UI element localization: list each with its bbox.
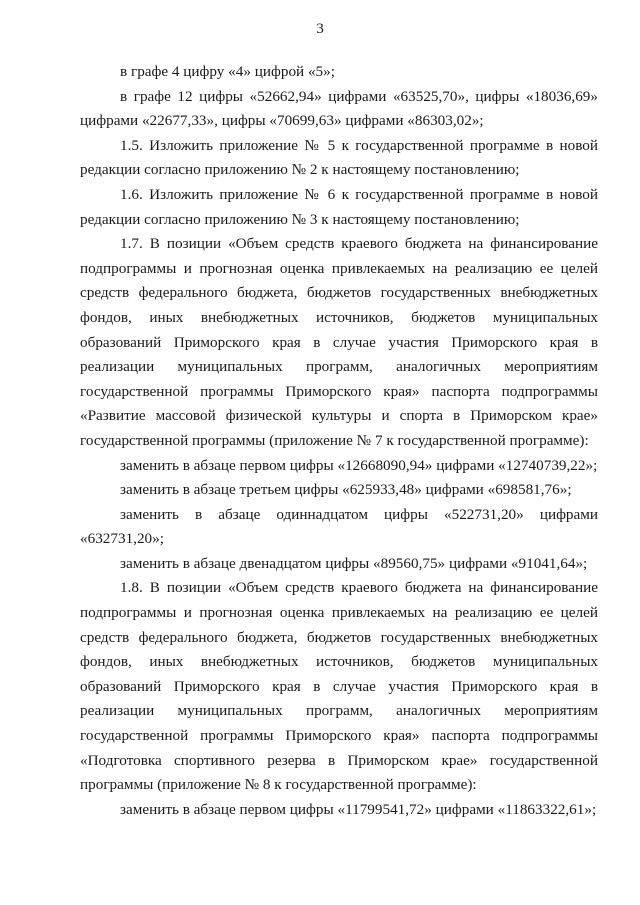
paragraph: 1.5. Изложить приложение № 5 к государственной программе в новой редакции согласно приложению № 2 к настоящему постановлению; <box>80 136 598 179</box>
paragraph: в графе 12 цифры «52662,94» цифрами «63525,70», цифры «18036,69» цифрами «22677,33», цифры «70699,63» цифрами «86303,02»; <box>80 87 598 130</box>
paragraph: в графе 4 цифру «4» цифрой «5»; <box>120 63 335 80</box>
paragraph: заменить в абзаце двенадцатом цифры «89560,75» цифрами «91041,64»; <box>120 554 588 572</box>
paragraph: заменить в абзаце первом цифры «12668090,94» цифрами «12740739,22»; <box>120 456 598 474</box>
paragraph: заменить в абзаце первом цифры «11799541,72» цифрами «11863322,61»; <box>120 800 597 818</box>
paragraph: заменить в абзаце третьем цифры «625933,48» цифрами «698581,76»; <box>120 481 572 499</box>
page-number: 3 <box>316 20 324 37</box>
paragraph: 1.6. Изложить приложение № 6 к государственной программе в новой редакции согласно приложению № 3 к настоящему постановлению; <box>80 185 598 228</box>
paragraph: заменить в абзаце одиннадцатом цифры «522731,20» цифрами «632731,20»; <box>80 505 598 548</box>
document-body <box>80 60 598 822</box>
paragraph: 1.8. В позиции «Объем средств краевого бюджета на финансирование подпрограммы и прогнозная оценка привлекаемых на реализацию ее целей средств федерального бюджета, бюджетов государственных внебюджетных фондов, иных внебюджетных источников, бюджетов муниципальных образований Приморского края в случае участия Приморского края в реализации муниципальных программ, аналогичных мероприятиям государственной программы Приморского края» паспорта подпрограммы «Подготовка спортивного резерва в Приморском крае» государственной программы (приложение № 8 к государственной программе): <box>80 579 598 794</box>
paragraph: 1.7. В позиции «Объем средств краевого бюджета на финансирование подпрограммы и прогнозная оценка привлекаемых на реализацию ее целей средств федерального бюджета, бюджетов государственных внебюджетных фондов, иных внебюджетных источников, бюджетов муниципальных образований Приморского края в случае участия Приморского края в реализации муниципальных программ, аналогичных мероприятиям государственной программы Приморского края» паспорта подпрограммы «Развитие массовой физической культуры и спорта в Приморском крае» государственной программы (приложение № 7 к государственной программе): <box>80 235 598 449</box>
